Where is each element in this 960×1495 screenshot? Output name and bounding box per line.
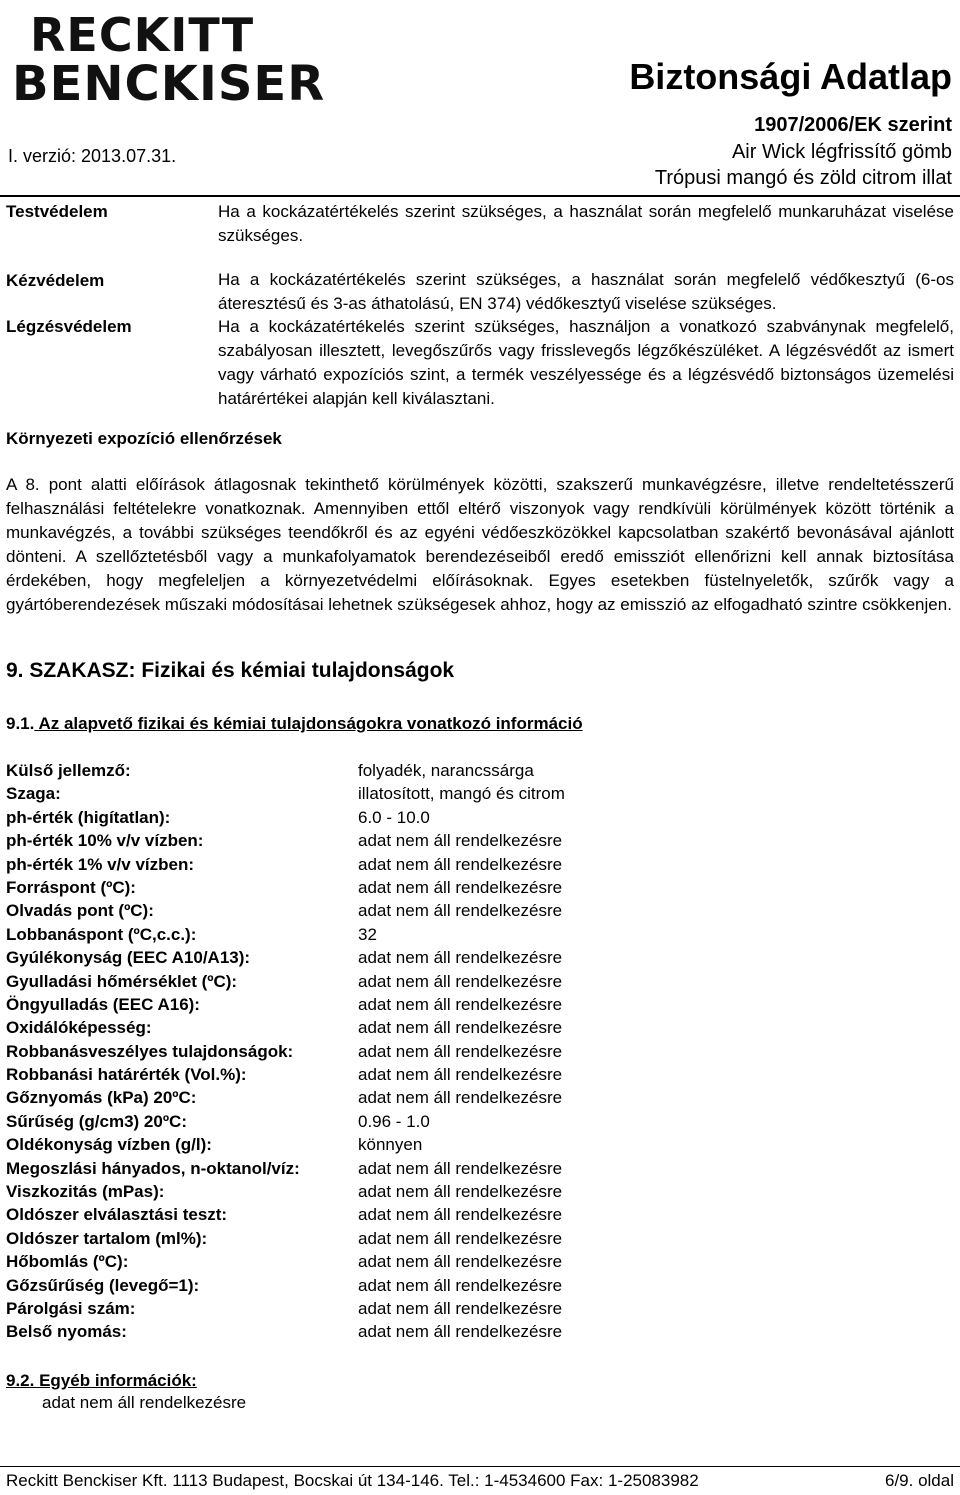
env-exposure-text: A 8. pont alatti előírások átlagosnak tekinthető körülmények közötti, szakszerű munkavégzésre, illetve rendeltetésszerű felhasználási feltételekre vonatkoznak. Amennyiben ettől eltérő viszonyok vagy rendkívüli körülmények között történik a munkavégzés, a további szükséges teendőkről és az egyéni védőeszközökkel kapcsolatban szakértő bevonásával ajánlott dönteni. A szellőztetésből vagy a munkafolyamatok berendezéseiből eredő emissziót ellenőrizni kell annak biztosítása érdekében, hogy megfeleljen a környezetvédelmi előírásoknak. Egyes esetekben füstelnyeletők, szűrők vagy a gyártóberendezések műszaki módosításai lehetnek szükségesek ahhoz, hogy az emisszió az elfogadható szintre csökkenjen. xyxy=(6,475,954,614)
company-logo xyxy=(12,6,326,116)
respiratory-protection-label: Légzésvédelem xyxy=(6,317,132,336)
page-footer xyxy=(6,1471,954,1491)
property-value: adat nem áll rendelkezésre xyxy=(358,994,563,1014)
property-row xyxy=(6,1042,565,1065)
logo-line-1: RECKITT xyxy=(30,8,255,62)
property-row xyxy=(6,1229,565,1252)
property-value: adat nem áll rendelkezésre xyxy=(358,1182,563,1202)
property-row xyxy=(6,1065,565,1088)
property-value: adat nem áll rendelkezésre xyxy=(358,877,563,897)
properties-table xyxy=(6,761,565,1346)
property-row xyxy=(6,1135,565,1158)
property-value: adat nem áll rendelkezésre xyxy=(358,971,563,991)
property-row xyxy=(6,901,565,924)
footer-divider xyxy=(0,1466,960,1467)
property-value: 6.0 - 10.0 xyxy=(358,807,430,827)
property-label: ph-érték 1% v/v vízben: xyxy=(6,854,195,874)
logo-line-2: BENCKISER xyxy=(12,56,326,112)
property-label: Öngyulladás (EEC A16): xyxy=(6,994,200,1014)
property-row xyxy=(6,878,565,901)
property-label: Forráspont (ºC): xyxy=(6,877,136,897)
property-row xyxy=(6,1088,565,1111)
footer-company-info: Reckitt Benckiser Kft. 1113 Budapest, Bocskai út 134-146. Tel.: 1-4534600 Fax: 1-25083982 xyxy=(6,1471,699,1490)
property-value: adat nem áll rendelkezésre xyxy=(358,854,563,874)
property-row xyxy=(6,1205,565,1228)
subsection-9-2-heading: 9.2. Egyéb információk: xyxy=(6,1371,197,1390)
body-protection-text: Ha a kockázatértékelés szerint szükséges, a használat során megfelelő munkaruházat viselése szükséges. xyxy=(218,202,954,245)
property-value: adat nem áll rendelkezésre xyxy=(358,1298,563,1318)
property-label: Olvadás pont (ºC): xyxy=(6,901,154,921)
property-label: Szaga: xyxy=(6,784,61,804)
property-value: adat nem áll rendelkezésre xyxy=(358,1228,563,1248)
property-value: adat nem áll rendelkezésre xyxy=(358,1088,563,1108)
header-divider xyxy=(0,195,960,197)
document-title: Biztonsági Adatlap xyxy=(629,56,952,97)
property-row xyxy=(6,1276,565,1299)
property-value: könnyen xyxy=(358,1135,423,1155)
subsection-9-1-number: 9.1. xyxy=(6,714,35,733)
property-label: Robbanásveszélyes tulajdonságok: xyxy=(6,1041,294,1061)
property-row xyxy=(6,808,565,831)
property-row xyxy=(6,1252,565,1275)
property-value: adat nem áll rendelkezésre xyxy=(358,1018,563,1038)
property-label: Külső jellemző: xyxy=(6,761,131,780)
property-label: Oldékonyság vízben (g/l): xyxy=(6,1135,212,1155)
property-row xyxy=(6,972,565,995)
property-row xyxy=(6,925,565,948)
property-value: adat nem áll rendelkezésre xyxy=(358,831,563,851)
property-value: adat nem áll rendelkezésre xyxy=(358,1065,563,1085)
property-value: adat nem áll rendelkezésre xyxy=(358,1275,563,1295)
env-exposure-label: Környezeti expozíció ellenőrzések xyxy=(6,429,282,448)
hand-protection-label: Kézvédelem xyxy=(6,271,105,290)
regulation-reference: 1907/2006/EK szerint xyxy=(754,114,952,136)
property-row xyxy=(6,1299,565,1322)
hand-protection-text: Ha a kockázatértékelés szerint szükséges, a használat során megfelelő védőkesztyű (6-os áteresztésű és 3-as áthatolású, EN 374) védőkesztyű viselése szükséges. xyxy=(218,270,954,313)
property-label: Oldószer elválasztási teszt: xyxy=(6,1205,228,1225)
property-row xyxy=(6,831,565,854)
property-row xyxy=(6,995,565,1018)
property-value: folyadék, narancssárga xyxy=(358,761,534,780)
property-value: adat nem áll rendelkezésre xyxy=(358,1205,563,1225)
property-value: 32 xyxy=(358,924,377,944)
property-row xyxy=(6,1322,565,1345)
product-variant: Trópusi mangó és zöld citrom illat xyxy=(654,167,952,189)
respiratory-protection-text: Ha a kockázatértékelés szerint szükséges, használjon a vonatkozó szabványnak megfelelő, szabályosan illesztett, levegőszűrős vagy frisslevegős légzőkészüléket. A légzésvédőt az ismert vagy várható expozíciós szint, a termék veszélyessége és a légzésvédő biztonságos üzemelési határértékei alapján kell kiválasztani. xyxy=(218,317,954,408)
property-label: Sűrűség (g/cm3) 20ºC: xyxy=(6,1111,187,1131)
property-label: Viszkozitás (mPas): xyxy=(6,1182,165,1202)
property-label: Gőznyomás (kPa) 20ºC: xyxy=(6,1088,197,1108)
property-label: Belső nyomás: xyxy=(6,1322,127,1342)
property-label: ph-érték (higítatlan): xyxy=(6,807,171,827)
section-9-heading: 9. SZAKASZ: Fizikai és kémiai tulajdonságok xyxy=(6,659,455,682)
property-label: Lobbanáspont (ºC,c.c.): xyxy=(6,924,197,944)
property-label: ph-érték 10% v/v vízben: xyxy=(6,831,204,851)
property-row xyxy=(6,855,565,878)
subsection-9-1-heading xyxy=(6,714,583,734)
property-row xyxy=(6,1182,565,1205)
version-date: I. verzió: 2013.07.31. xyxy=(8,146,177,166)
property-label: Robbanási határérték (Vol.%): xyxy=(6,1065,247,1085)
property-label: Hőbomlás (ºC): xyxy=(6,1252,129,1272)
property-value: illatosított, mangó és citrom xyxy=(358,784,565,804)
subsection-9-1-title: Az alapvető fizikai és kémiai tulajdonságokra vonatkozó információ xyxy=(34,714,583,733)
property-value: adat nem áll rendelkezésre xyxy=(358,1158,563,1178)
property-label: Megoszlási hányados, n-oktanol/víz: xyxy=(6,1158,300,1178)
property-value: 0.96 - 1.0 xyxy=(358,1111,430,1131)
footer-page-number: 6/9. oldal xyxy=(885,1471,954,1490)
property-row xyxy=(6,1112,565,1135)
product-name: Air Wick légfrissítő gömb xyxy=(731,141,952,163)
property-value: adat nem áll rendelkezésre xyxy=(358,1252,563,1272)
property-label: Párolgási szám: xyxy=(6,1298,136,1318)
property-row xyxy=(6,948,565,971)
property-label: Gyulladási hőmérséklet (ºC): xyxy=(6,971,238,991)
body-protection-label: Testvédelem xyxy=(6,202,108,221)
property-row xyxy=(6,1159,565,1182)
property-value: adat nem áll rendelkezésre xyxy=(358,1041,563,1061)
other-information-text: adat nem áll rendelkezésre xyxy=(42,1393,247,1412)
property-label: Oldószer tartalom (ml%): xyxy=(6,1228,208,1248)
property-value: adat nem áll rendelkezésre xyxy=(358,1322,563,1342)
property-label: Gőzsűrűség (levegő=1): xyxy=(6,1275,200,1295)
property-label: Oxidálóképesség: xyxy=(6,1018,152,1038)
property-value: adat nem áll rendelkezésre xyxy=(358,948,563,968)
property-row xyxy=(6,1018,565,1041)
property-row xyxy=(6,784,565,807)
property-row xyxy=(6,761,565,784)
property-label: Gyúlékonyság (EEC A10/A13): xyxy=(6,948,251,968)
property-value: adat nem áll rendelkezésre xyxy=(358,901,563,921)
